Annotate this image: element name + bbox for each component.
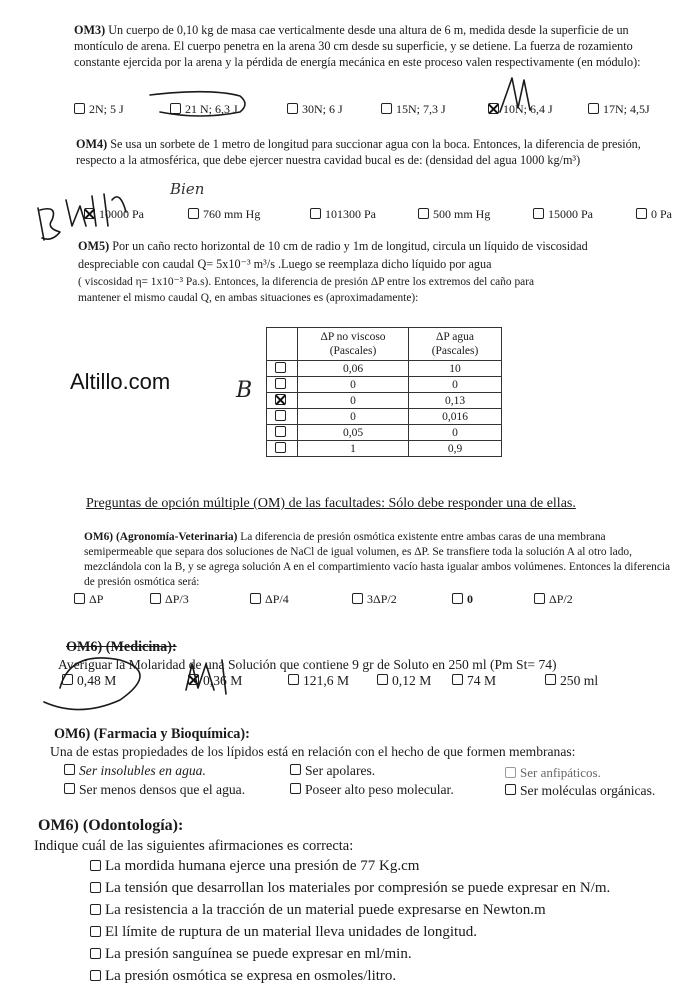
checkbox[interactable]	[74, 103, 85, 114]
om4-option-4[interactable]: 500 mm Hg	[418, 206, 490, 222]
checkbox[interactable]	[90, 882, 101, 893]
om6-med-option-6[interactable]: 250 ml	[545, 670, 598, 691]
om4-annotation: Bien	[170, 180, 205, 198]
checkbox[interactable]	[170, 103, 181, 114]
checkbox[interactable]	[275, 442, 286, 453]
om4-option-6[interactable]: 0 Pa	[636, 206, 672, 222]
checkbox-marked[interactable]	[84, 208, 95, 219]
om6-med-option-5[interactable]: 74 M	[452, 670, 496, 691]
om6-farm-option-2[interactable]: Ser apolares.	[290, 762, 375, 779]
om5-line-4: mantener el mismo caudal Q, en ambas situaciones es (aproximadamente):	[78, 292, 419, 304]
om4-option-2[interactable]: 760 mm Hg	[188, 206, 260, 222]
om5-annotation: B	[236, 378, 253, 403]
om5-line-1: Por un caño recto horizontal de 10 cm de radio y 1m de longitud, circula un líquido de viscosidad	[112, 239, 588, 253]
om6-agro-option-5[interactable]: 0	[452, 591, 473, 607]
checkbox[interactable]	[310, 208, 321, 219]
checkbox[interactable]	[275, 410, 286, 421]
om6-odon-option-1[interactable]: La mordida humana ejerce una presión de 77 Kg.cm	[90, 858, 419, 875]
checkbox[interactable]	[250, 593, 261, 604]
om6-farm-option-4[interactable]: Ser menos densos que el agua.	[64, 781, 245, 798]
checkbox[interactable]	[545, 674, 556, 685]
om6-med-option-4[interactable]: 0,12 M	[377, 670, 431, 691]
checkbox[interactable]	[352, 593, 363, 604]
om4-signature-mark-1	[38, 208, 60, 240]
om6-agro-option-1[interactable]: ΔP	[74, 591, 103, 607]
checkbox[interactable]	[636, 208, 647, 219]
om6-med-text: Averiguar la Molaridad de una Solución que contiene 9 gr de Soluto en 250 ml (Pm St= 74)	[58, 657, 557, 672]
table-row[interactable]: 0 0,016	[267, 409, 502, 425]
checkbox[interactable]	[377, 674, 388, 685]
om6-agro-option-3[interactable]: ΔP/4	[250, 591, 289, 607]
checkbox[interactable]	[90, 904, 101, 915]
om4-text: Se usa un sorbete de 1 metro de longitud para succionar agua con la boca. Entonces, la diferencia de presión, respecto a la atmosférica, que debe ejercer nuestra cavidad bucal es de: (densidad del agua 1000 kg/m³)	[76, 137, 641, 167]
checkbox[interactable]	[90, 926, 101, 937]
om6-farm-option-6[interactable]: Ser moléculas orgánicas.	[505, 782, 655, 799]
checkbox[interactable]	[74, 593, 85, 604]
om4-option-5[interactable]: 15000 Pa	[533, 206, 593, 222]
checkbox[interactable]	[505, 784, 516, 795]
checkbox[interactable]	[150, 593, 161, 604]
table-row[interactable]: 0 0	[267, 377, 502, 393]
om3-option-2[interactable]: 21 N; 6,3 J	[170, 101, 238, 117]
om6-farm-label: OM6) (Farmacia y Bioquímica):	[54, 726, 250, 742]
om6-med-label: OM6) (Medicina):	[66, 639, 177, 655]
checkbox[interactable]	[505, 767, 516, 778]
om6-agro-option-2[interactable]: ΔP/3	[150, 591, 189, 607]
om5-table	[266, 327, 502, 457]
om4-label: OM4)	[76, 137, 108, 151]
section-title: Preguntas de opción múltiple (OM) de las facultades: Sólo debe responder una de ellas.	[86, 496, 576, 511]
checkbox[interactable]	[90, 970, 101, 981]
om6-med-option-2[interactable]: 0,36 M	[188, 670, 242, 691]
checkbox[interactable]	[452, 593, 463, 604]
om6-farm-option-5[interactable]: Poseer alto peso molecular.	[290, 781, 454, 798]
om4-question	[76, 136, 672, 168]
table-header-row	[267, 328, 502, 361]
om6-odon-option-3[interactable]: La resistencia a la tracción de un material puede expresarse en Newton.m	[90, 902, 546, 919]
checkbox[interactable]	[290, 783, 301, 794]
checkbox[interactable]	[90, 860, 101, 871]
checkbox[interactable]	[62, 674, 73, 685]
checkbox[interactable]	[588, 103, 599, 114]
om6-agro-option-6[interactable]: ΔP/2	[534, 591, 573, 607]
om5-question	[78, 238, 678, 306]
om5-line-3: ( viscosidad η= 1x10⁻³ Pa.s). Entonces, la diferencia de presión ΔP entre los extremos del caño para	[78, 276, 535, 288]
table-row[interactable]: 0,05 0	[267, 425, 502, 441]
om3-option-5[interactable]: 10N; 6,4 J	[488, 101, 553, 117]
om6-agro-question	[84, 530, 676, 590]
om4-option-3[interactable]: 101300 Pa	[310, 206, 376, 222]
om3-option-1[interactable]: 2N; 5 J	[74, 101, 124, 117]
om6-agro-text: La diferencia de presión osmótica existente entre ambas caras de una membrana semipermeable que separa dos soluciones de NaCl de igual volumen, es ΔP. Se transfiere toda la solución A al otro lado, mezclándola con la B, y se agrega solución A en el compartimiento vacío hasta igualar ambos volúmenes. Entonces la diferencia de presión osmótica será:	[84, 531, 671, 588]
om6-odon-option-2[interactable]: La tensión que desarrollan los materiales por compresión se puede expresar en N/m.	[90, 880, 610, 897]
om6-farm-option-3[interactable]: Ser anfipáticos.	[505, 764, 601, 781]
checkbox[interactable]	[287, 103, 298, 114]
checkbox[interactable]	[64, 783, 75, 794]
om4-option-1[interactable]: 10000 Pa	[84, 206, 144, 222]
checkbox[interactable]	[418, 208, 429, 219]
checkbox[interactable]	[275, 378, 286, 389]
om6-odon-label: OM6) (Odontología):	[38, 817, 184, 834]
om6-med-option-1[interactable]: 0,48 M	[62, 670, 116, 691]
checkbox[interactable]	[290, 764, 301, 775]
checkbox[interactable]	[381, 103, 392, 114]
checkbox[interactable]	[275, 362, 286, 373]
table-row[interactable]: 0,06 10	[267, 361, 502, 377]
checkbox[interactable]	[534, 593, 545, 604]
checkbox[interactable]	[64, 764, 75, 775]
om3-option-3[interactable]: 30N; 6 J	[287, 101, 343, 117]
om3-option-6[interactable]: 17N; 4,5J	[588, 101, 650, 117]
checkbox-marked[interactable]	[188, 674, 199, 685]
om6-med-option-3[interactable]: 121,6 M	[288, 670, 349, 691]
checkbox[interactable]	[533, 208, 544, 219]
checkbox[interactable]	[188, 208, 199, 219]
om3-question	[74, 22, 672, 70]
checkbox[interactable]	[275, 426, 286, 437]
checkbox-marked[interactable]	[275, 394, 286, 405]
header-agua: ΔP agua (Pascales)	[409, 328, 502, 361]
om5-label: OM5)	[78, 239, 110, 253]
om6-odon-option-4[interactable]: El límite de ruptura de un material lleva unidades de longitud.	[90, 924, 477, 941]
om3-option-4[interactable]: 15N; 7,3 J	[381, 101, 446, 117]
om6-farm-text: Una de estas propiedades de los lípidos está en relación con el hecho de que formen membranas:	[50, 744, 576, 759]
checkbox[interactable]	[452, 674, 463, 685]
om6-agro-label: OM6) (Agronomía-Veterinaria)	[84, 531, 238, 543]
header-no-viscoso: ΔP no viscoso (Pascales)	[298, 328, 409, 361]
watermark: Altillo.com	[70, 369, 171, 394]
om3-label: OM3)	[74, 23, 106, 37]
checkbox[interactable]	[288, 674, 299, 685]
om6-farm-option-1[interactable]: Ser insolubles en agua.	[64, 762, 206, 779]
om3-text: Un cuerpo de 0,10 kg de masa cae verticalmente desde una altura de 6 m, medida desde la superficie de un montículo de arena. El cuerpo penetra en la arena 30 cm desde su superficie, y se detiene. La fuerza de rozamiento constante ejercida por la arena y la pérdida de energía mecánica en este proceso valen respectivamente (en módulo):	[74, 23, 641, 69]
om6-odon-option-6[interactable]: La presión osmótica se expresa en osmoles/litro.	[90, 968, 396, 985]
om6-odon-option-5[interactable]: La presión sanguínea se puede expresar en ml/min.	[90, 946, 412, 963]
table-row[interactable]: 0 0,13	[267, 393, 502, 409]
checkbox-marked[interactable]	[488, 103, 499, 114]
om6-agro-option-4[interactable]: 3ΔP/2	[352, 591, 397, 607]
om6-odon-text: Indique cuál de las siguientes afirmaciones es correcta:	[34, 838, 354, 854]
om5-line-2: despreciable con caudal Q= 5x10⁻³ m³/s .Luego se reemplaza dicho líquido por agua	[78, 257, 492, 271]
checkbox[interactable]	[90, 948, 101, 959]
table-row[interactable]: 1 0,9	[267, 441, 502, 457]
